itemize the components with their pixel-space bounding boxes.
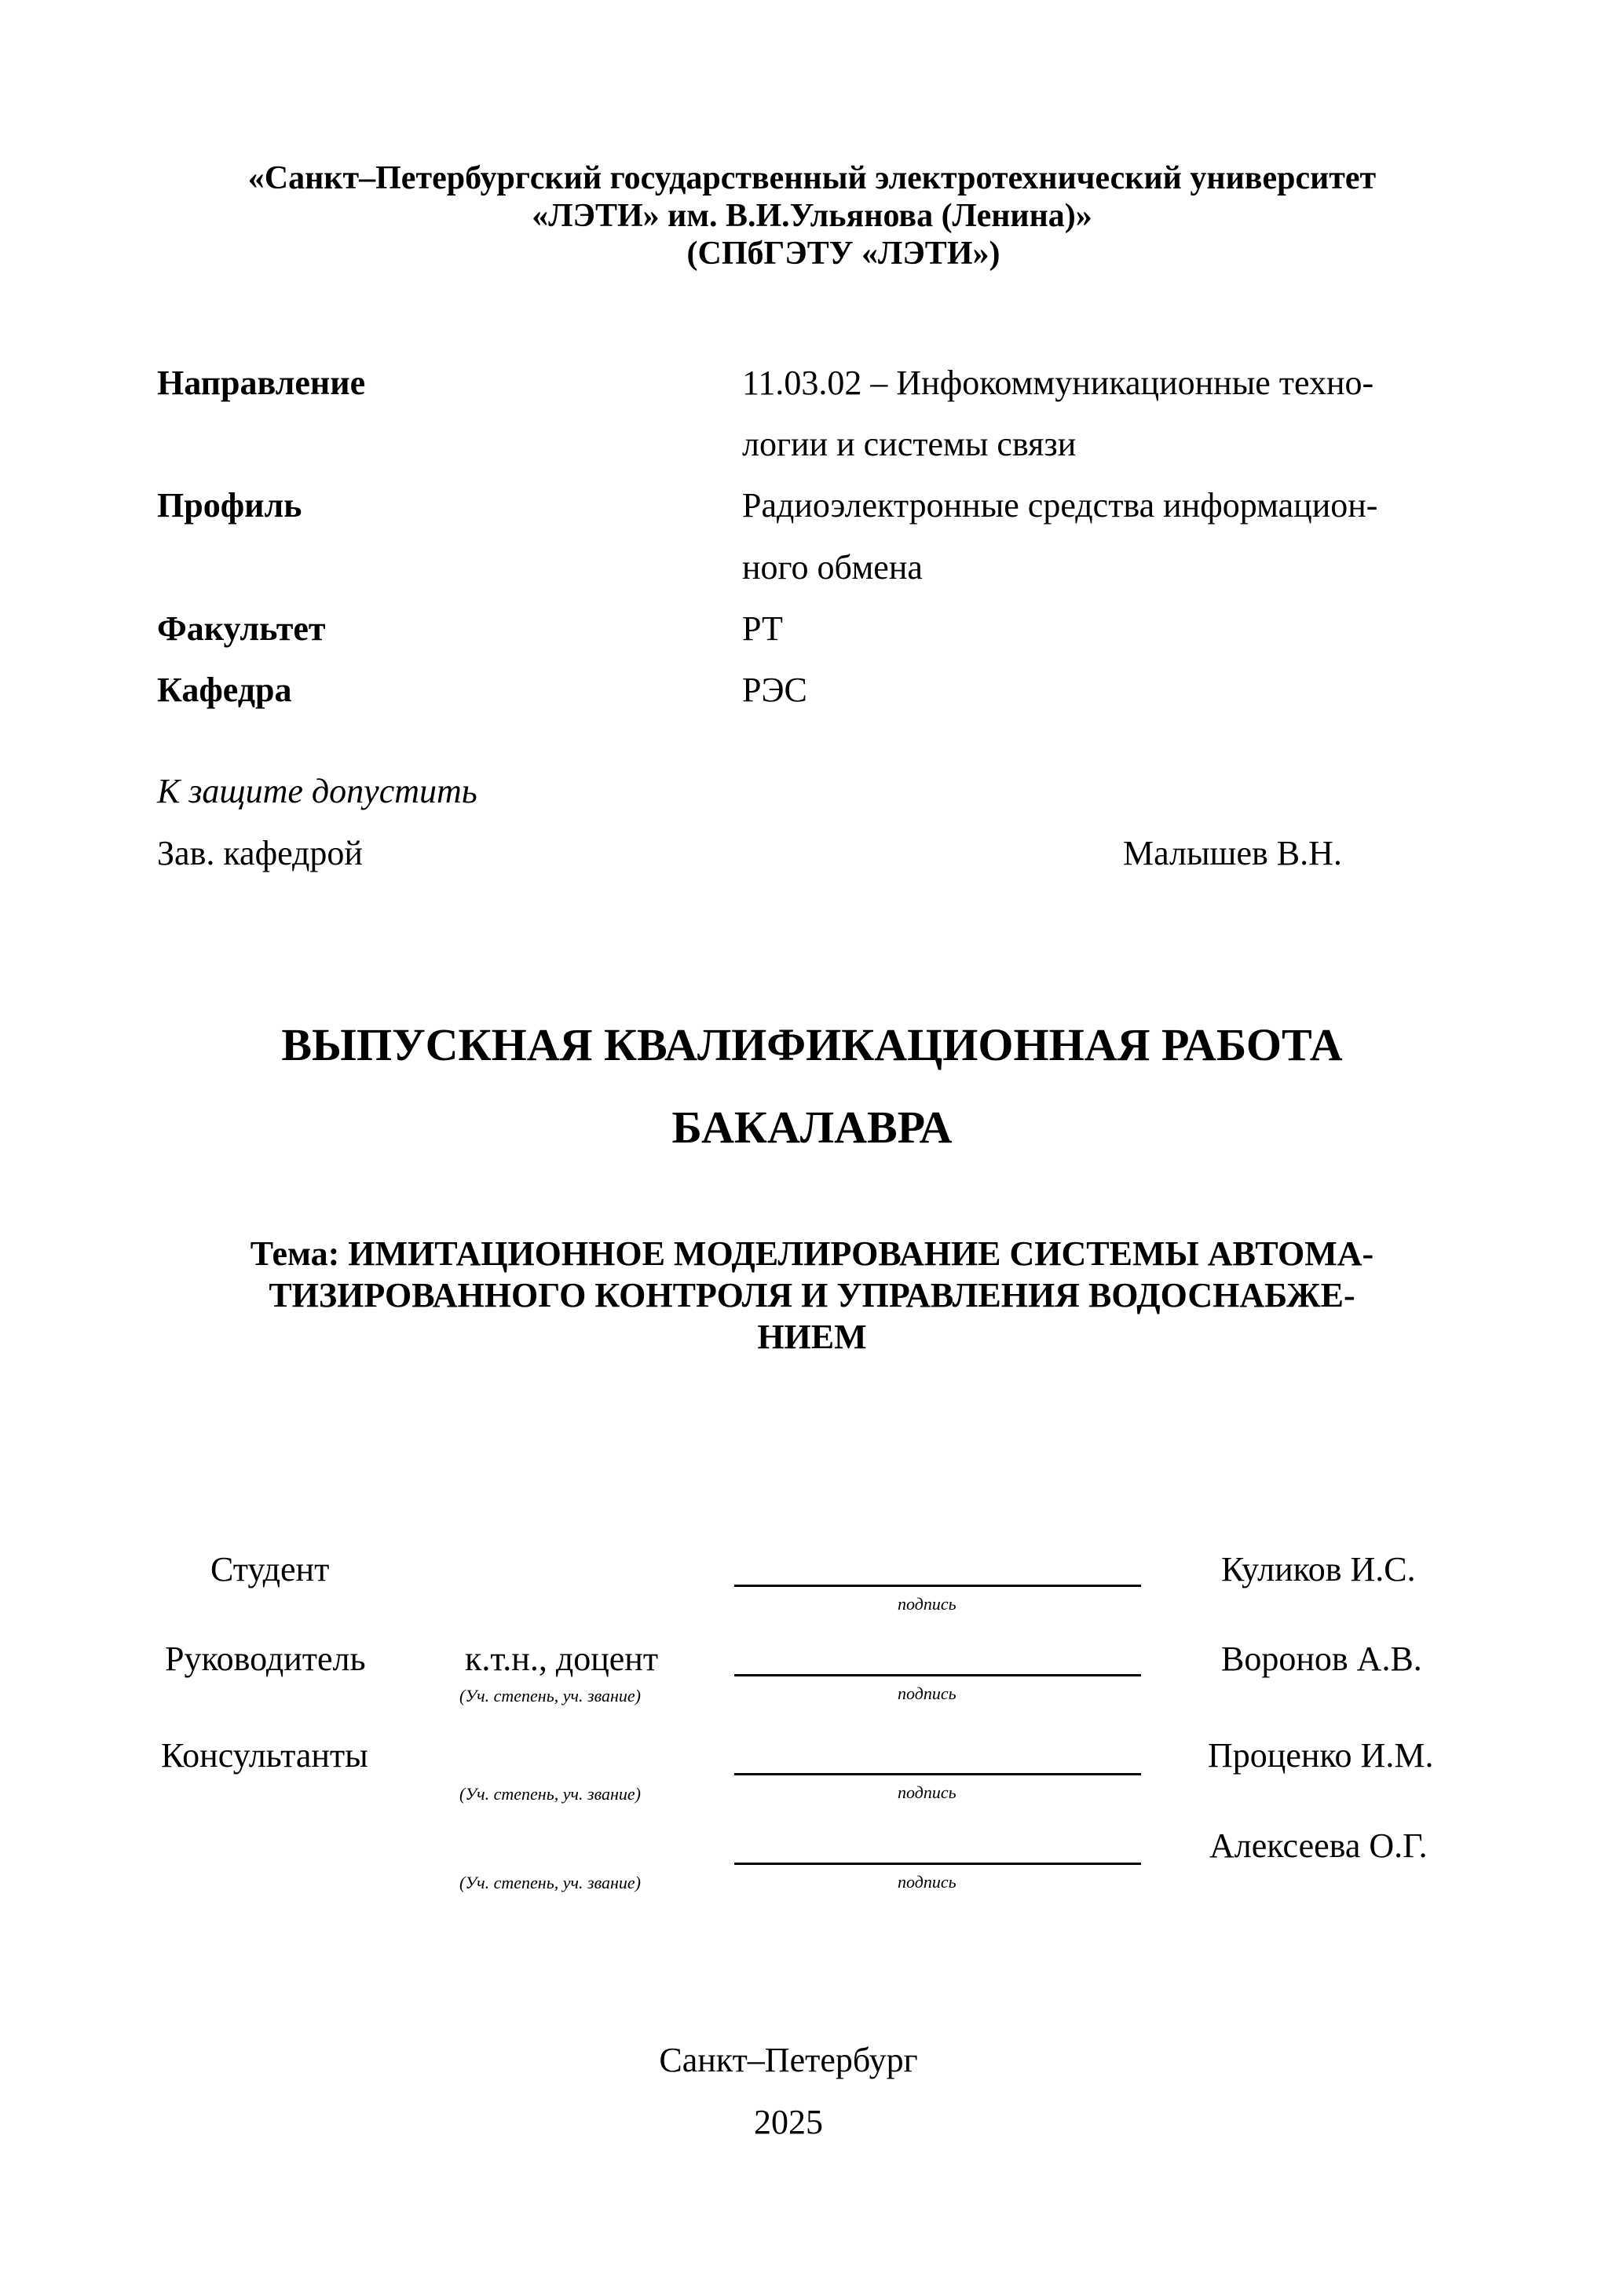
profile-label: Профиль <box>157 486 302 525</box>
consultant1-signature-line <box>734 1773 1141 1775</box>
student-signature-caption: подпись <box>898 1594 956 1614</box>
supervisor-signature-line <box>734 1674 1141 1676</box>
topic-line1: Тема: ИМИТАЦИОННОЕ МОДЕЛИРОВАНИЕ СИСТЕМЫ АВТОМА- <box>250 1234 1374 1273</box>
department-value: РЭС <box>742 671 807 709</box>
student-name: Куликов И.С. <box>1221 1550 1416 1589</box>
university-name-line1: «Санкт–Петербургский государственный электротехнический университет <box>247 160 1377 196</box>
student-role: Студент <box>210 1550 330 1589</box>
document-title-line1: ВЫПУСКНАЯ КВАЛИФИКАЦИОННАЯ РАБОТА <box>281 1019 1343 1070</box>
supervisor-degree-caption: (Уч. степень, уч. звание) <box>459 1686 641 1706</box>
consultant1-signature-caption: подпись <box>898 1782 956 1802</box>
profile-value-line1: Радиоэлектронные средства информацион- <box>742 486 1378 525</box>
consultant1-name: Проценко И.М. <box>1208 1736 1434 1775</box>
direction-value-line1: 11.03.02 – Инфокоммуникационные техно- <box>742 364 1374 402</box>
consultant1-degree-caption: (Уч. степень, уч. звание) <box>459 1784 641 1804</box>
faculty-label: Факультет <box>157 609 326 648</box>
topic-line3: НИЕМ <box>757 1318 867 1356</box>
profile-value-line2: ного обмена <box>742 548 923 587</box>
supervisor-signature-caption: подпись <box>898 1684 956 1703</box>
direction-label: Направление <box>157 364 366 402</box>
consultant2-name: Алексеева О.Г. <box>1209 1826 1428 1865</box>
footer-city: Санкт–Петербург <box>659 2041 918 2079</box>
topic-line2: ТИЗИРОВАННОГО КОНТРОЛЯ И УПРАВЛЕНИЯ ВОДОСНАБЖЕ- <box>269 1276 1355 1314</box>
university-name-line2: «ЛЭТИ» им. В.И.Ульянова (Ленина)» <box>532 198 1092 234</box>
faculty-value: РТ <box>742 609 783 648</box>
direction-value-line2: логии и системы связи <box>742 425 1077 463</box>
admit-to-defense-text: К защите допустить <box>157 772 477 810</box>
consultant2-degree-caption: (Уч. степень, уч. звание) <box>459 1873 641 1892</box>
supervisor-role: Руководитель <box>165 1640 366 1678</box>
consultant2-signature-line <box>734 1863 1141 1865</box>
footer-year: 2025 <box>754 2103 823 2141</box>
consultant2-signature-caption: подпись <box>898 1872 956 1892</box>
supervisor-degree: к.т.н., доцент <box>465 1640 659 1678</box>
university-abbrev: (СПбГЭТУ «ЛЭТИ») <box>686 236 1000 272</box>
department-label: Кафедра <box>157 671 292 709</box>
head-of-department-label: Зав. кафедрой <box>157 834 363 872</box>
head-of-department-name: Малышев В.Н. <box>1123 834 1342 872</box>
document-title-line2: БАКАЛАВРА <box>671 1102 953 1153</box>
consultants-role: Консультанты <box>161 1736 368 1775</box>
supervisor-name: Воронов А.В. <box>1221 1640 1422 1678</box>
student-signature-line <box>734 1585 1141 1587</box>
